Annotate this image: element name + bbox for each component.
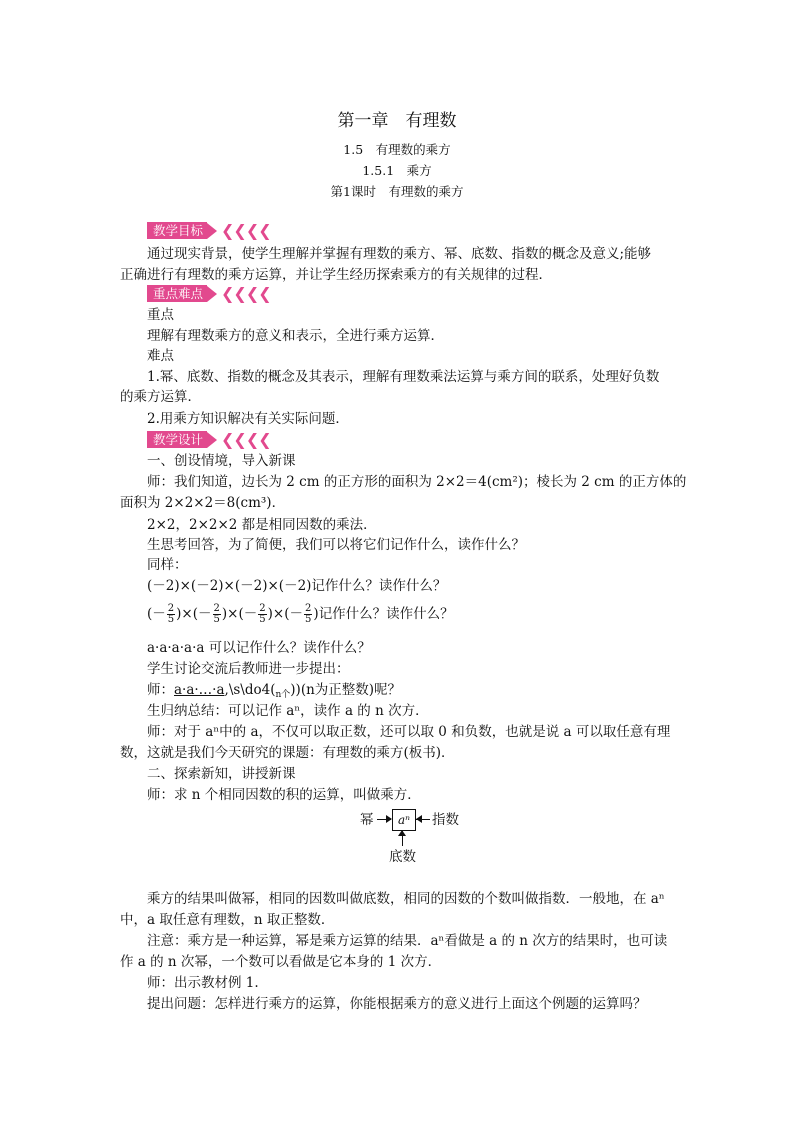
design-line-14: 数，这就是我们今天研究的课题：有理数的乘方(板书)． bbox=[120, 745, 455, 761]
fraction-close: )× bbox=[267, 606, 285, 622]
fraction-close: ) bbox=[313, 606, 319, 622]
fraction-close: )× bbox=[221, 606, 239, 622]
design-line-7: (－2)×(－2)×(－2)×(－2)记作什么？读作什么？ bbox=[147, 578, 447, 594]
power-box: aⁿ bbox=[392, 809, 416, 831]
design-header bbox=[147, 431, 271, 448]
fraction-open: (－ bbox=[284, 606, 304, 622]
design-step-1: 一、创设情境，导入新课 bbox=[147, 453, 296, 469]
explain-line-5: 师：出示教材例 1. bbox=[147, 975, 259, 991]
chevrons-icon: ❮❮❮❮ bbox=[221, 284, 271, 303]
exponent-label: 指数 bbox=[432, 812, 459, 828]
fraction-question: 记作什么？读作什么？ bbox=[318, 606, 454, 622]
design-line-6: 同样： bbox=[147, 557, 188, 573]
difficult-line-3: 2.用乘方知识解决有关实际问题． bbox=[147, 411, 349, 427]
subsection-title: 1.5.1 乘方 bbox=[362, 163, 432, 178]
fraction-denominator: 5 bbox=[167, 613, 175, 625]
base-arrow-head bbox=[398, 830, 406, 836]
key-text: 理解有理数乘方的意义和表示，全进行乘方运算． bbox=[147, 328, 444, 344]
fraction bbox=[167, 604, 175, 625]
header-arrow-shape bbox=[207, 286, 217, 302]
line-suffix: ))(n为正整数)呢？ bbox=[290, 682, 402, 698]
fraction-denominator: 5 bbox=[259, 613, 266, 625]
difficult-heading: 难点 bbox=[147, 348, 174, 364]
section-title: 1.5 有理数的乘方 bbox=[343, 142, 451, 157]
design-line-3: 面积为 2×2×2＝8(cm³)． bbox=[120, 495, 286, 511]
explain-line-6: 提出问题：怎样进行乘方的运算，你能根据乘方的意义进行上面这个例题的运算吗？ bbox=[147, 996, 647, 1012]
n-count: n个 bbox=[275, 690, 291, 700]
fraction-open: (－ bbox=[238, 606, 258, 622]
line-prefix: 师： bbox=[147, 682, 174, 698]
design-line-4: 2×2，2×2×2 都是相同因数的乘法． bbox=[147, 517, 377, 533]
chevrons-icon: ❮❮❮❮ bbox=[221, 221, 271, 240]
raw-code: ,\s\do4( bbox=[224, 682, 276, 698]
fraction-numerator: 2 bbox=[305, 602, 312, 614]
keypoints-header bbox=[147, 285, 271, 302]
fraction-open: (－ bbox=[192, 606, 212, 622]
design-line-10: 学生讨论交流后教师进一步提出： bbox=[147, 661, 350, 677]
design-label: 教学设计 bbox=[147, 431, 207, 448]
header-arrow-shape bbox=[207, 223, 217, 239]
design-line-16: 师：求 n 个相同因数的积的运算，叫做乘方． bbox=[147, 787, 421, 803]
base-label: 底数 bbox=[389, 849, 416, 865]
design-line-9: a·a·a·a·a 可以记作什么？读作什么？ bbox=[147, 640, 371, 656]
explain-line-3: 注意：乘方是一种运算，幂是乘方运算的结果．aⁿ看做是 a 的 n 次方的结果时，也可读 bbox=[147, 933, 668, 949]
chevrons-icon: ❮❮❮❮ bbox=[221, 430, 271, 449]
explain-line-2: 中，a 取任意有理数，n 取正整数． bbox=[120, 912, 335, 928]
goals-line-2: 正确进行有理数的乘方运算，并让学生经历探索乘方的有关规律的过程． bbox=[120, 267, 552, 283]
keypoints-label: 重点难点 bbox=[147, 285, 207, 302]
fraction-numerator: 2 bbox=[259, 602, 266, 614]
fraction-open: (－ bbox=[147, 606, 166, 622]
fraction bbox=[258, 604, 266, 625]
fraction-denominator: 5 bbox=[213, 613, 220, 625]
header-arrow-shape bbox=[207, 432, 217, 448]
difficult-line-1: 1.幂、底数、指数的概念及其表示，理解有理数乘法运算与乘方间的联系，处理好负数 bbox=[147, 369, 660, 385]
lesson-title: 第1课时 有理数的乘方 bbox=[330, 184, 464, 199]
design-line-5: 生思考回答，为了简便，我们可以将它们记作什么，读作什么？ bbox=[147, 537, 525, 553]
design-line-12: 生归纳总结：可以记作 aⁿ，读作 a 的 n 次方． bbox=[147, 703, 429, 719]
power-label: 幂 bbox=[360, 812, 374, 828]
explain-line-1: 乘方的结果叫做幂，相同的因数叫做底数，相同的因数的个数叫做指数．一般地，在 aⁿ bbox=[147, 891, 665, 907]
key-heading: 重点 bbox=[147, 307, 174, 323]
design-line-13: 师：对于 aⁿ中的 a，不仅可以取正数，还可以取 0 和负数，也就是说 a 可以取任意有理 bbox=[147, 724, 671, 740]
fraction bbox=[304, 604, 312, 625]
design-step-2: 二、探索新知，讲授新课 bbox=[147, 766, 296, 782]
goals-label: 教学目标 bbox=[147, 222, 207, 239]
chapter-title: 第一章 有理数 bbox=[337, 111, 457, 131]
underlined-product: a·a·…·a bbox=[174, 682, 225, 698]
goals-line-1: 通过现实背景，使学生理解并掌握有理数的乘方、幂、底数、指数的概念及意义;能够 bbox=[147, 246, 652, 262]
fraction-product-line bbox=[147, 598, 454, 630]
design-line-2: 师：我们知道，边长为 2 cm 的正方形的面积为 2×2＝4(cm²)；棱长为 2 cm 的正方体的 bbox=[147, 474, 687, 490]
fraction-close: )× bbox=[176, 606, 193, 622]
difficult-line-2: 的乘方运算． bbox=[120, 389, 201, 405]
fraction-denominator: 5 bbox=[305, 613, 312, 625]
fraction-numerator: 2 bbox=[167, 602, 175, 614]
exponent-arrow-head bbox=[416, 815, 422, 823]
fraction bbox=[213, 604, 221, 625]
fraction-numerator: 2 bbox=[213, 602, 220, 614]
goals-header bbox=[147, 222, 271, 239]
explain-line-4: 作 a 的 n 次幂，一个数可以看做是它本身的 1 次方． bbox=[120, 954, 442, 970]
